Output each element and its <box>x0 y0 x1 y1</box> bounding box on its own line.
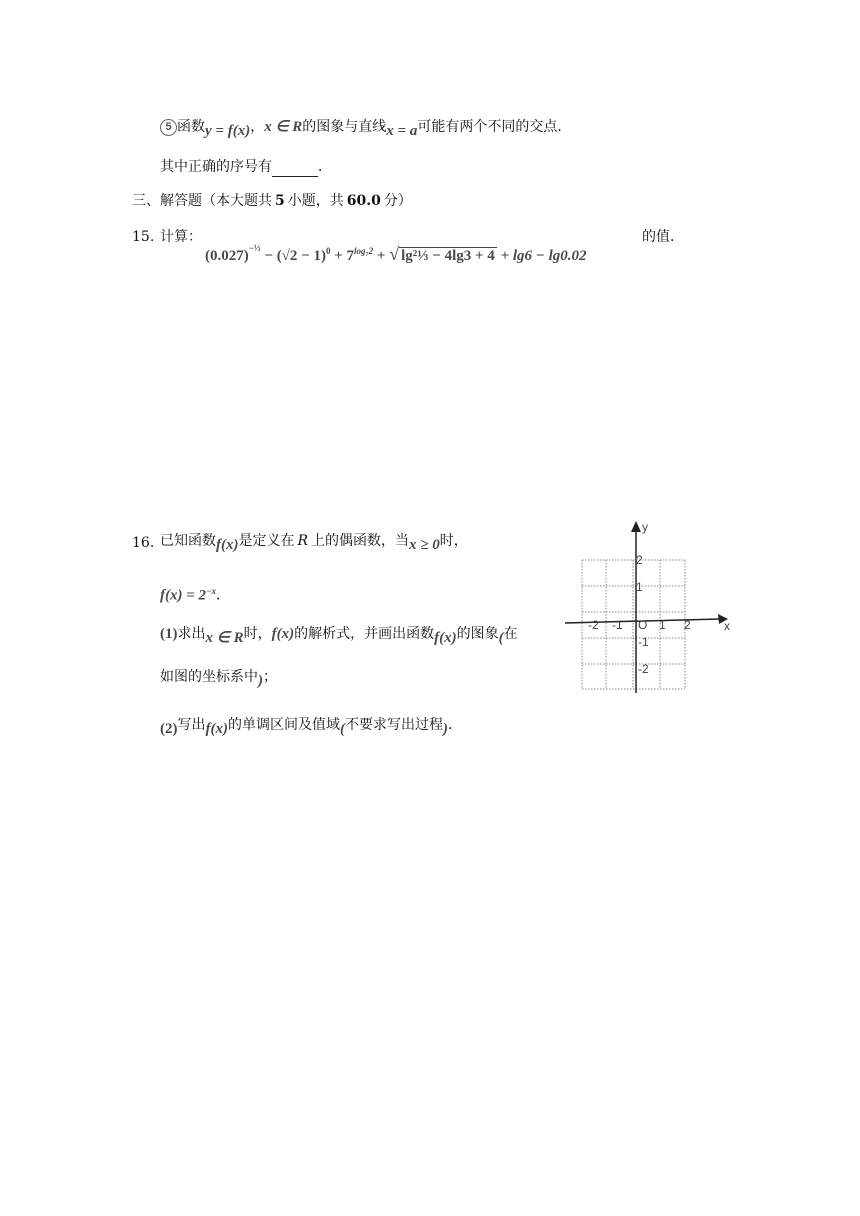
q16-l1R: R <box>297 533 309 549</box>
q16-p1m: x ∈ R <box>205 630 244 646</box>
q16-p2a: 写出 <box>177 717 206 733</box>
item5-text-2: ， <box>250 119 265 135</box>
expr-c: + 7 <box>334 248 355 264</box>
q16-part-2 <box>160 715 462 735</box>
y-axis-label: y <box>642 520 648 534</box>
section-title-a: 三、解答题（本大题共 <box>132 193 272 209</box>
answer-line <box>160 157 332 177</box>
q16-l2end: ． <box>216 587 231 604</box>
x-tick-label: 1 <box>659 618 666 632</box>
expr-a: (0.027) <box>205 248 249 264</box>
q16-p2e: ) <box>443 721 448 737</box>
expr-a-exp: −⅓ <box>248 243 261 253</box>
q16-l1m: f(x) <box>216 537 239 553</box>
q16-l2m: f(x) = 2 <box>160 587 207 604</box>
q15-number: 15. <box>132 229 155 245</box>
q15-expression <box>205 244 587 265</box>
y-axis-arrow-icon <box>631 521 641 532</box>
y-tick-label: 1 <box>636 580 643 594</box>
expr-c-exp: log₇2 <box>354 246 374 256</box>
expr-b-exp: 0 <box>325 246 331 256</box>
section-title-b: 小题，共 <box>287 193 344 209</box>
item5-text-1: 函数 <box>177 119 205 135</box>
q16-p1d: 的图象 <box>456 626 499 642</box>
origin-label: O <box>638 618 648 632</box>
section-score: 60.0 <box>346 193 381 209</box>
q16-p1g: 如图的坐标系中 <box>160 669 258 685</box>
coordinate-grid <box>560 515 740 700</box>
y-tick-label: -2 <box>638 662 649 676</box>
q16-p1m2: f(x) <box>271 626 295 642</box>
x-tick-label: 2 <box>684 618 691 632</box>
q15-suffix: 的值． <box>642 229 684 245</box>
answer-end: ． <box>318 159 332 175</box>
q15-prefix: 计算： <box>160 229 202 245</box>
answer-blank <box>272 162 318 177</box>
x-tick-label: -1 <box>612 618 623 632</box>
sqrt-icon: √ <box>389 244 400 264</box>
item5-text-3: 的图象与直线 <box>302 119 387 135</box>
q16-p2d: 不要求写出过程 <box>345 717 443 733</box>
x-axis-label: x <box>724 619 730 633</box>
expr-d: + <box>376 248 386 264</box>
q16-p1i: ； <box>263 669 277 685</box>
q16-p1b: 时， <box>243 626 272 642</box>
q16-p1a: 求出 <box>177 626 206 642</box>
q16-l1d: 时， <box>439 533 468 549</box>
q16-p2f: ． <box>448 717 462 733</box>
q16-p2num: (2) <box>160 721 178 737</box>
expr-b: − (√2 − 1) <box>264 248 326 264</box>
q16-p1f: 在 <box>503 626 518 642</box>
expr-sqrt-inner: lg²⅓ − 4lg3 + 4 <box>401 248 495 264</box>
q16-p1num: (1) <box>160 626 178 642</box>
section-3-heading <box>132 191 412 211</box>
q16-p1h: ) <box>258 673 263 689</box>
q16-p1e: ( <box>498 630 504 646</box>
q16-line-1 <box>160 531 468 551</box>
section-title-c: 分） <box>383 193 412 209</box>
q16-p1c: 的解析式，并画出函数 <box>294 626 435 642</box>
expr-e: + lg6 − lg0.02 <box>500 248 587 264</box>
item5-math-1: y = f(x) <box>205 123 251 139</box>
q16-l1m2: x ≥ 0 <box>409 537 440 553</box>
item5-math-2: x ∈ R <box>264 119 303 135</box>
y-tick-label: 2 <box>636 553 643 567</box>
q16-l1b: 是定义在 <box>238 533 295 549</box>
item5-text-4: 可能有两个不同的交点． <box>417 119 572 135</box>
q16-p2m: f(x) <box>205 721 228 737</box>
q16-p1m3: f(x) <box>434 630 457 646</box>
q16-number: 16. <box>132 535 155 551</box>
q16-p2c: ( <box>340 721 345 737</box>
item-5 <box>160 117 571 137</box>
x-tick-label: -2 <box>588 618 599 632</box>
q16-p2b: 的单调区间及值域 <box>228 717 340 733</box>
q16-l1a: 已知函数 <box>160 533 216 549</box>
q16-l1c: 上的偶函数，当 <box>311 533 410 549</box>
section-count: 5 <box>275 193 285 209</box>
q16-l2exp: −x <box>206 586 217 596</box>
answer-prompt: 其中正确的序号有 <box>160 159 272 175</box>
item5-math-3: x = a <box>386 123 418 139</box>
q16-part-1 <box>160 624 518 644</box>
q16-line-2 <box>160 581 230 606</box>
y-tick-label: -1 <box>638 635 649 649</box>
q16-part-1-cont <box>160 667 277 687</box>
circled-number: 5 <box>160 119 177 136</box>
